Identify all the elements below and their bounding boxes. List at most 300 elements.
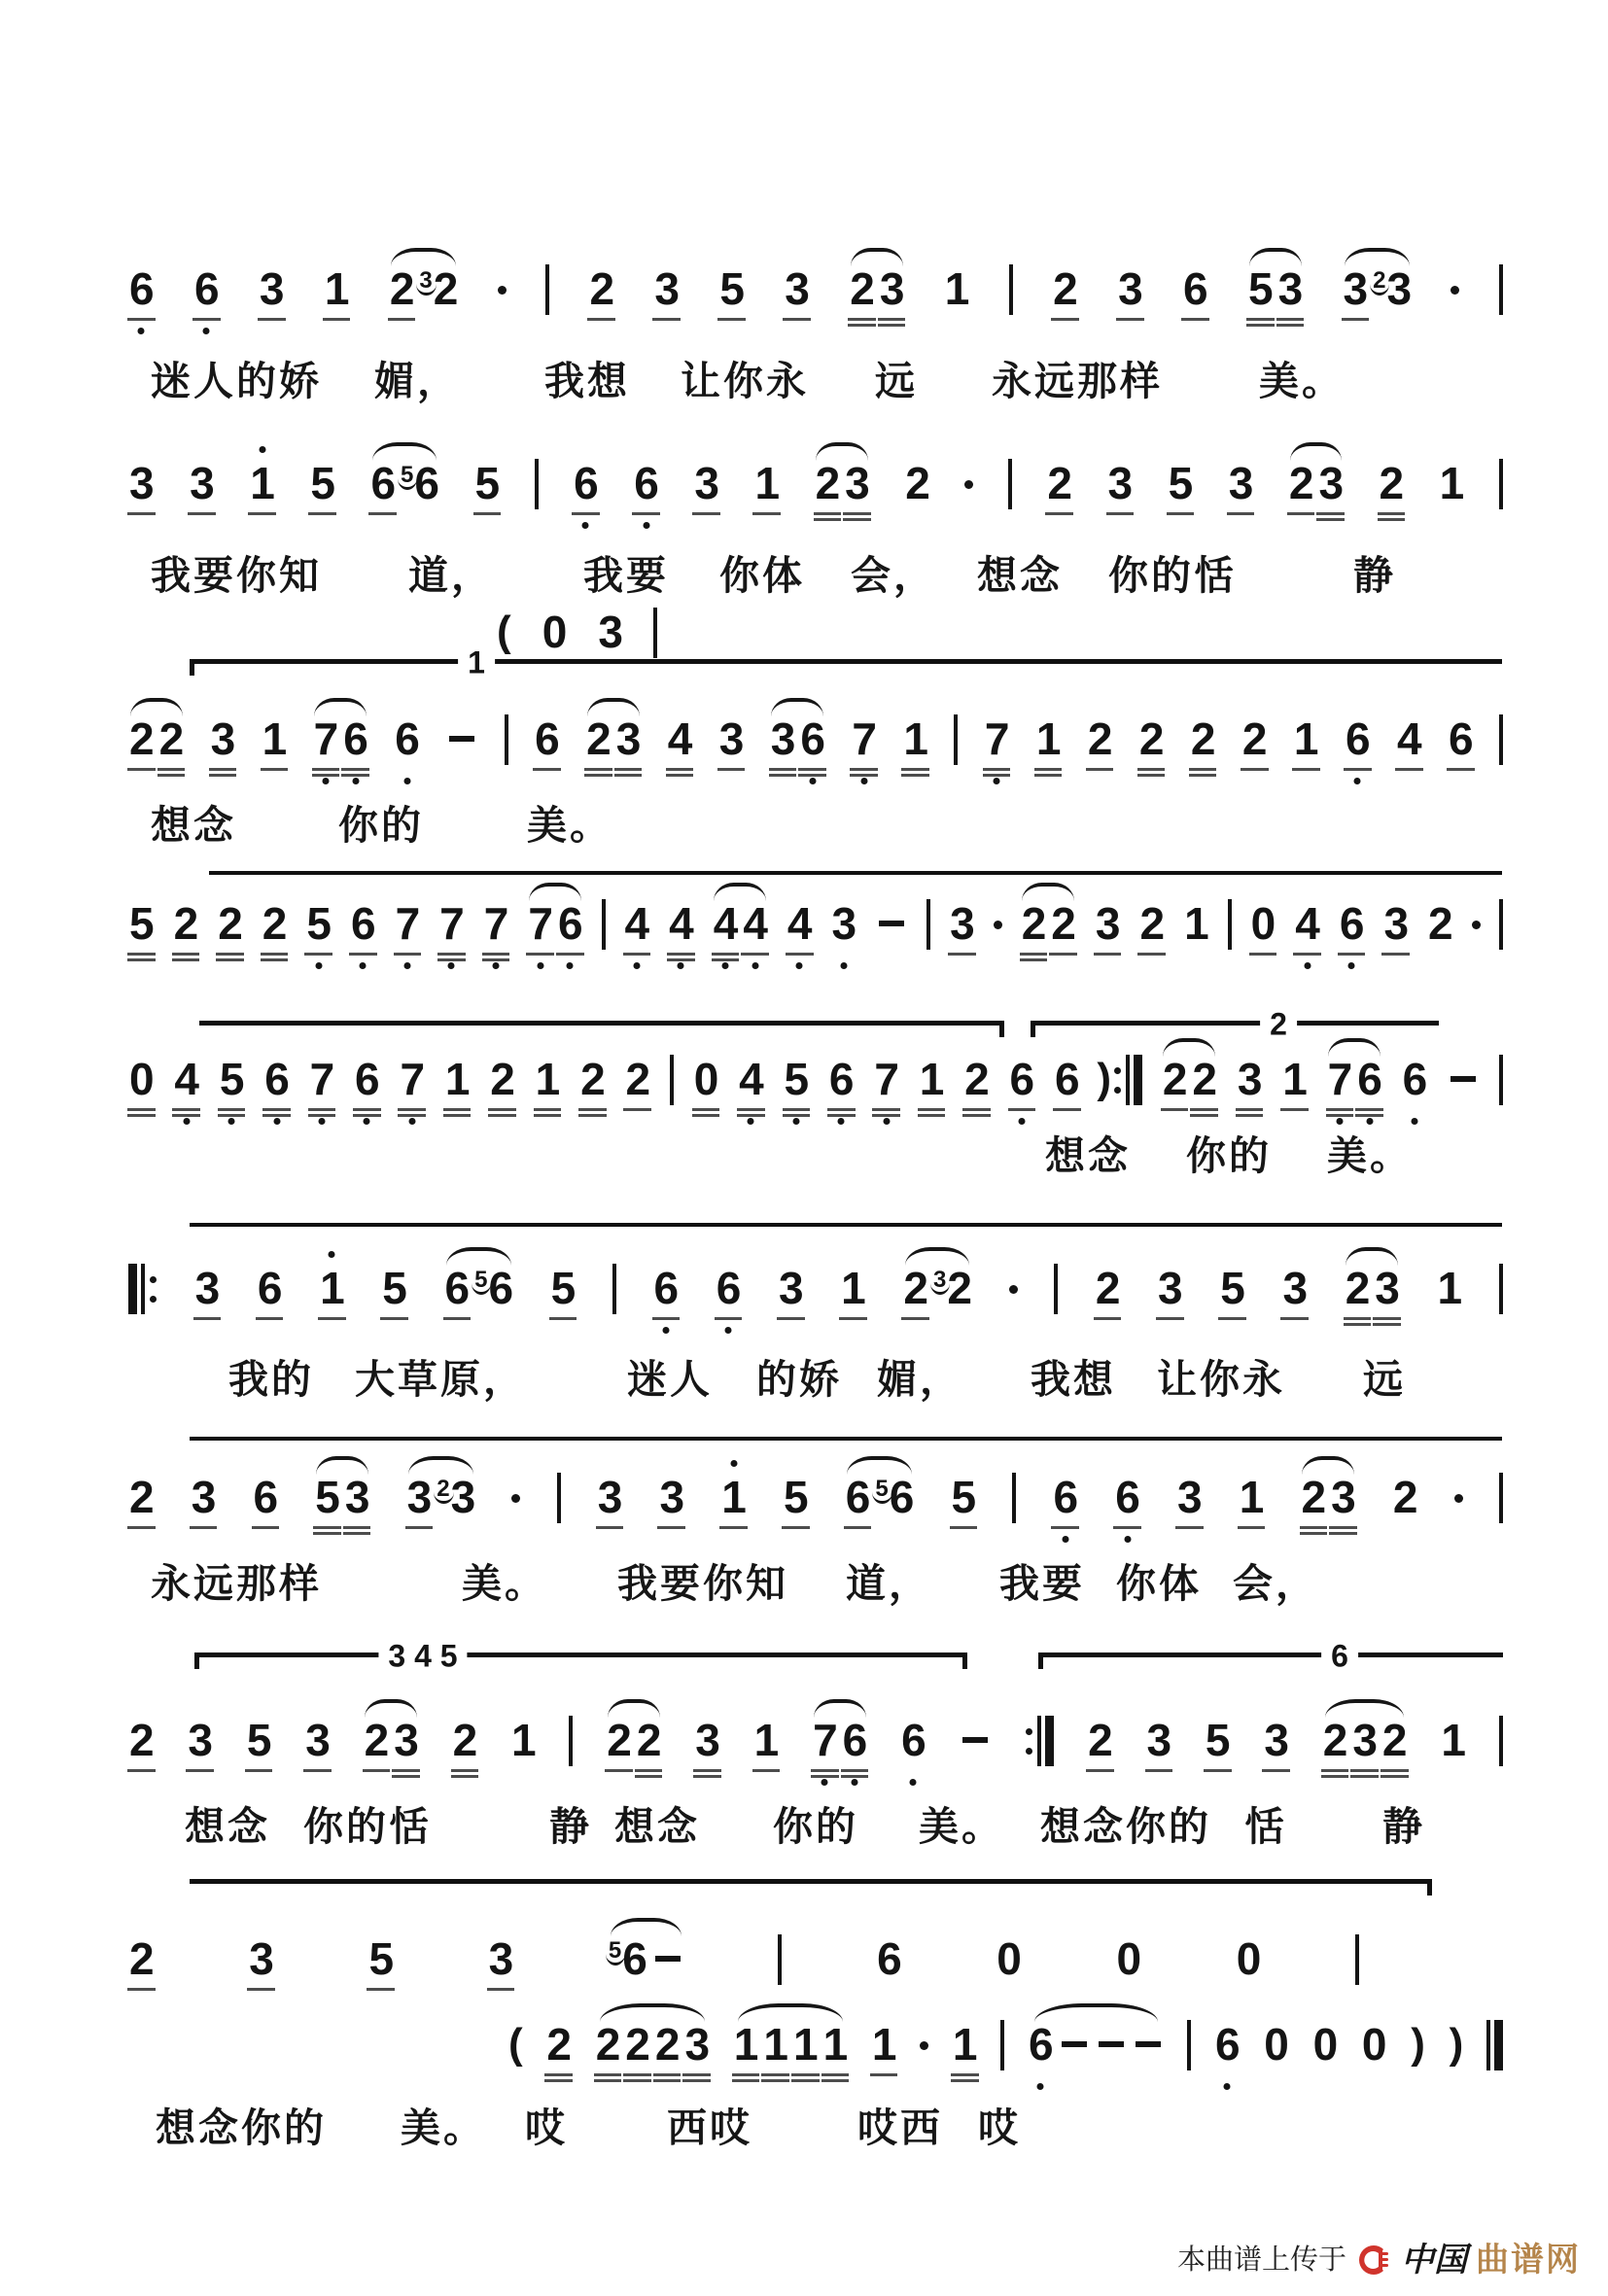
note (691, 1055, 721, 1121)
lyric-text: 美。 (527, 803, 612, 848)
note-digit: 6 (634, 458, 658, 508)
note-digit: 1 (262, 713, 287, 764)
note (1093, 2020, 1130, 2086)
note (1359, 2020, 1389, 2086)
barline (668, 1055, 676, 1105)
lyric-text: 你的 (338, 803, 424, 848)
note (157, 714, 187, 781)
dash-note (1099, 2041, 1124, 2047)
note-digit: 4 (743, 898, 767, 949)
grace-note: 5 (875, 1476, 889, 1502)
note (1245, 264, 1276, 330)
slur-group (731, 2020, 850, 2086)
note-digit: 3 (1343, 263, 1368, 314)
slur-group (583, 714, 643, 781)
notation-system-8 (126, 1453, 1505, 1606)
octave-dot-below (851, 1779, 857, 1786)
note-digit: 3 (188, 1715, 212, 1765)
octave-dot-below (910, 1779, 917, 1786)
aug-dot (1470, 899, 1483, 947)
note (1438, 1716, 1468, 1782)
octave-dot-below (582, 522, 589, 529)
note-digit: 6 (845, 1472, 870, 1522)
note (1279, 1264, 1310, 1330)
note-digit: 0 (129, 1054, 154, 1104)
volta-bracket-6 (1038, 1638, 1503, 1674)
note (548, 1264, 578, 1330)
note (126, 1473, 157, 1539)
note-digit: 2 (947, 1263, 971, 1313)
note-digit: 1 (903, 713, 927, 764)
octave-dot-below (315, 962, 322, 969)
note-digit: 3 (654, 263, 679, 314)
note (1354, 1055, 1384, 1121)
note (1052, 1055, 1082, 1121)
note-digit: 2 (129, 1933, 154, 1984)
aug-dot (496, 264, 508, 312)
note (1394, 714, 1424, 781)
lyric-text: 我想 (1031, 1357, 1116, 1402)
note (1226, 459, 1256, 525)
slur-group (843, 1473, 917, 1539)
note (994, 1934, 1024, 2000)
note (1115, 264, 1145, 330)
lyric-text: 会， (851, 553, 936, 598)
slur-group (442, 1264, 516, 1330)
note (1425, 899, 1455, 965)
octave-dot-below (821, 1779, 828, 1786)
lyric-text: 哎 (525, 2105, 568, 2150)
note-digit: 1 (320, 1263, 344, 1313)
note-digit: 2 (1087, 713, 1112, 764)
note-digit: 6 (574, 458, 598, 508)
note (362, 1716, 392, 1782)
note (651, 264, 682, 330)
octave-dot-below (792, 1118, 799, 1125)
end-repeat-barline (1023, 1716, 1056, 1766)
note-digit: 2 (129, 1715, 154, 1765)
note-digit: 6 (1028, 2019, 1053, 2070)
note (1311, 2020, 1341, 2086)
note-digit: 3 (450, 1472, 475, 1522)
note-digit: 3 (879, 263, 904, 314)
note (586, 264, 616, 330)
lyric-text: 道， (846, 1561, 931, 1606)
lyric-text: 静 (1353, 553, 1396, 598)
note-digit: 2 (964, 1054, 989, 1104)
note-digit: 5 (1205, 1715, 1230, 1765)
lyric-text: 的娇 (756, 1357, 842, 1402)
note-digit: 1 (1184, 898, 1208, 949)
octave-dot-below (678, 962, 684, 969)
note (472, 459, 503, 525)
note (930, 1264, 974, 1330)
note (1240, 714, 1270, 781)
barline (1185, 2020, 1193, 2070)
note (217, 1055, 247, 1121)
note (842, 459, 872, 525)
note-digit: 6 (350, 898, 375, 949)
note-digit: 3 (684, 2019, 710, 2070)
paren (1408, 2020, 1427, 2086)
note (1189, 1055, 1219, 1121)
note (1291, 714, 1321, 781)
note (736, 1055, 766, 1121)
note-digit: 7 (483, 898, 508, 949)
note (442, 1055, 472, 1121)
note-digit: ( (508, 2020, 522, 2068)
slur-group (525, 899, 584, 965)
note-digit: 2 (595, 2019, 620, 2070)
octave-dot-above (730, 1460, 737, 1467)
octave-dot-below (1336, 1118, 1343, 1125)
note-digit: 3 (831, 898, 856, 949)
note (1093, 899, 1123, 965)
note (322, 264, 352, 330)
note-digit: 3 (1146, 1715, 1171, 1765)
note (873, 899, 910, 949)
octave-dot-below (403, 962, 410, 969)
note (1180, 264, 1210, 330)
notes-row (506, 2000, 1505, 2086)
note-digit: 1 (952, 2019, 977, 2070)
note-digit: 2 (452, 1715, 477, 1765)
note (957, 1716, 994, 1765)
grace-note: 2 (437, 1476, 450, 1502)
note (450, 1716, 480, 1782)
note-digit: 7 (874, 1054, 898, 1104)
note-digit: 3 (1176, 1472, 1202, 1522)
note-digit: 3 (1095, 898, 1120, 949)
note (752, 1716, 782, 1782)
note (1044, 459, 1074, 525)
notation-system-9 (126, 1696, 1505, 1849)
grace-note: 5 (608, 1937, 622, 1964)
note (1007, 1055, 1037, 1121)
note-digit: 6 (622, 1933, 647, 1984)
note-digit: 5 (310, 458, 334, 508)
note-digit: 2 (580, 1054, 605, 1104)
note-digit: 6 (828, 1054, 854, 1104)
system-line (190, 1223, 1502, 1227)
barline (1353, 1934, 1361, 1985)
notes-row (126, 880, 1505, 965)
note-digit: 1 (1439, 458, 1464, 508)
note (1174, 1473, 1205, 1539)
note-digit: 0 (1361, 2019, 1386, 2070)
note-digit: 2 (1392, 1472, 1417, 1522)
note-digit: 6 (414, 458, 438, 508)
note-digit: 1 (1437, 1263, 1462, 1313)
note-digit: 7 (984, 713, 1009, 764)
note-digit: 5 (719, 263, 744, 314)
barline (533, 459, 541, 509)
lyric-text: 静 (1382, 1804, 1425, 1849)
lyric-text: 远 (875, 359, 918, 403)
octave-dot-below (643, 522, 649, 529)
note-digit: 2 (1047, 458, 1071, 508)
paren-end-repeat-barline (1097, 1055, 1144, 1105)
note (508, 1716, 539, 1782)
notes-row (126, 245, 1505, 330)
slur-group (604, 1716, 663, 1782)
note-digit: ) (1449, 2020, 1463, 2068)
aug-dot (962, 459, 975, 506)
note-digit: 2 (1428, 898, 1452, 949)
note-digit: 2 (173, 898, 198, 949)
note-digit: 6 (488, 1263, 513, 1313)
lyric-text: 美。 (401, 2105, 486, 2150)
slur-group (312, 1473, 371, 1539)
note (312, 1473, 342, 1539)
note-digit: 5 (219, 1054, 244, 1104)
note-digit: 2 (1051, 898, 1075, 949)
note (942, 264, 972, 330)
note-digit: 4 (1396, 713, 1421, 764)
note (631, 459, 661, 525)
volta-label: 2 (1260, 1008, 1297, 1039)
note-digit: 6 (370, 458, 396, 508)
note (843, 1473, 873, 1539)
slur-group (593, 2020, 712, 2086)
note (1112, 1473, 1142, 1539)
note (246, 1934, 276, 2000)
slur-group (1299, 1473, 1358, 1539)
note (1217, 1264, 1247, 1330)
note-digit: 1 (754, 458, 780, 508)
note (595, 1473, 625, 1539)
note (481, 899, 511, 965)
note-digit: 5 (315, 1472, 339, 1522)
dash-note (1136, 2041, 1161, 2047)
lyric-text: 道， (408, 553, 494, 598)
note (1105, 459, 1136, 525)
note-digit: 1 (763, 2019, 787, 2070)
note (871, 1055, 901, 1121)
note (1377, 459, 1407, 525)
note (307, 459, 337, 525)
octave-dot-below (1348, 962, 1355, 969)
note (555, 899, 585, 965)
lyric-text: 静 (549, 1804, 592, 1849)
lyric-text: 让你永 (1157, 1357, 1285, 1402)
barline (600, 899, 608, 950)
note (392, 714, 422, 781)
octave-dot-below (1304, 962, 1311, 969)
octave-dot-below (748, 1118, 754, 1125)
barline (567, 1716, 575, 1766)
note (533, 1055, 563, 1121)
note-digit: 3 (1277, 263, 1303, 314)
note-digit: 6 (877, 1933, 901, 1984)
octave-dot-below (796, 962, 803, 969)
note (1261, 1716, 1291, 1782)
note (1130, 2020, 1167, 2086)
note (1349, 1716, 1380, 1782)
barline (1497, 459, 1505, 509)
note-digit: 5 (246, 1715, 271, 1765)
barline (1497, 714, 1505, 765)
octave-dot-below (138, 328, 145, 334)
note (768, 714, 798, 781)
slur-group (1019, 899, 1078, 965)
note (126, 1934, 157, 2000)
note-digit: 2 (1322, 1715, 1347, 1765)
note (838, 1264, 868, 1330)
note-digit: 6 (355, 1054, 379, 1104)
note-digit: 3 (694, 458, 718, 508)
note (404, 1473, 435, 1539)
octave-dot-below (1037, 2083, 1044, 2090)
note (208, 714, 238, 781)
lyric-text: 你的恬 (303, 1804, 432, 1849)
note (126, 459, 157, 525)
note (185, 1716, 215, 1782)
dash-note (879, 921, 904, 926)
note-digit: 1 (511, 1715, 536, 1765)
footer-credit (1177, 2242, 1581, 2279)
note (416, 264, 460, 330)
notation-system-5 (126, 880, 1505, 965)
grace-note: 3 (419, 267, 433, 294)
octave-dot-below (662, 1327, 669, 1334)
note (949, 1473, 979, 1539)
note-digit: 6 (257, 1263, 282, 1313)
note-digit: 3 (259, 263, 284, 314)
note-digit: 1 (324, 263, 349, 314)
note (126, 714, 157, 781)
note-digit: 6 (716, 1263, 741, 1313)
note (651, 1264, 682, 1330)
note-digit: 3 (1237, 1054, 1262, 1104)
note-digit: 1 (792, 2019, 818, 2070)
note-digit: 2 (218, 898, 242, 949)
note (1435, 1264, 1465, 1330)
slur-group (711, 899, 770, 965)
slur-group (367, 459, 441, 525)
notation-system-6 (126, 1035, 1505, 1178)
system-line (190, 1437, 1502, 1441)
note (665, 714, 695, 781)
note (1234, 1934, 1264, 2000)
note-digit: 7 (852, 713, 876, 764)
note (1279, 1055, 1310, 1121)
note (1446, 714, 1476, 781)
note (1048, 899, 1078, 965)
note-digit: 5 (306, 898, 331, 949)
lyric-text: 想念 (185, 1804, 270, 1849)
note (613, 714, 644, 781)
octave-dot-below (1354, 778, 1361, 784)
note (1370, 264, 1414, 330)
note-digit: 4 (669, 898, 693, 949)
barline (1497, 1055, 1505, 1105)
note (1160, 1055, 1190, 1121)
note-digit: 3 (1158, 1263, 1182, 1313)
octave-dot-below (203, 328, 210, 334)
slur-group (126, 714, 186, 781)
note (1292, 899, 1322, 965)
lyrics-row (126, 1132, 1505, 1183)
note (717, 264, 747, 330)
lyric-text: 媚， (877, 1357, 962, 1402)
note (656, 1473, 686, 1539)
octave-dot-below (633, 962, 640, 969)
note-digit: 3 (344, 1472, 369, 1522)
note-digit: 6 (1448, 713, 1473, 764)
note-digit: 2 (625, 1054, 650, 1104)
lyric-text: 你的恬 (1108, 553, 1237, 598)
final-barline (1485, 2020, 1505, 2070)
notes-row (126, 439, 1505, 525)
note-digit: 6 (889, 1472, 914, 1522)
octave-dot-below (273, 1118, 280, 1125)
octave-dot-below (183, 1118, 190, 1125)
octave-dot-below (228, 1118, 235, 1125)
note-digit: 5 (784, 1054, 809, 1104)
note (391, 1716, 421, 1782)
note (622, 1055, 652, 1121)
note (126, 899, 157, 965)
octave-dot-below (567, 962, 574, 969)
lyric-text: 哎西 (857, 2105, 943, 2150)
note (1136, 714, 1167, 781)
note-digit: 5 (1168, 458, 1193, 508)
note-digit: 6 (1115, 1472, 1139, 1522)
slur-group (900, 1264, 974, 1330)
notation-system-2 (126, 439, 1505, 598)
note (340, 714, 370, 781)
note (982, 714, 1012, 781)
note-digit: 3 (1331, 1472, 1355, 1522)
note-digit: 7 (439, 898, 464, 949)
note-digit: 4 (624, 898, 649, 949)
barline (776, 1934, 784, 1985)
octave-dot-below (318, 1118, 325, 1125)
note-digit: 2 (1379, 458, 1404, 508)
dash-note (655, 1956, 681, 1962)
note (255, 1264, 285, 1330)
note-digit: 3 (129, 458, 154, 508)
note (900, 714, 930, 781)
note-digit: 2 (850, 263, 874, 314)
barline (952, 714, 960, 765)
note-digit: 4 (713, 898, 738, 949)
note-digit: 2 (1345, 1263, 1370, 1313)
slur-group (1026, 2020, 1167, 2086)
note-digit: 6 (193, 263, 219, 314)
note (171, 899, 201, 965)
note-digit: 3 (1118, 263, 1142, 314)
barline (1226, 899, 1234, 950)
note-digit: 2 (129, 1472, 154, 1522)
note-digit: 3 (394, 1715, 418, 1765)
note-digit: 6 (842, 1715, 867, 1765)
note (1328, 1473, 1358, 1539)
notation-system-4 (126, 695, 1505, 848)
note-digit: 3 (770, 713, 795, 764)
lyric-text: 永远那样 (992, 359, 1163, 403)
note (247, 459, 277, 525)
note-digit: 6 (1183, 263, 1207, 314)
lyrics-row (126, 2105, 1361, 2155)
note (790, 2020, 821, 2086)
note (1085, 1716, 1115, 1782)
note-digit: 3 (488, 1933, 513, 1984)
notes-row (126, 1244, 1505, 1330)
note (917, 1055, 947, 1121)
note-digit: 1 (1293, 713, 1318, 764)
